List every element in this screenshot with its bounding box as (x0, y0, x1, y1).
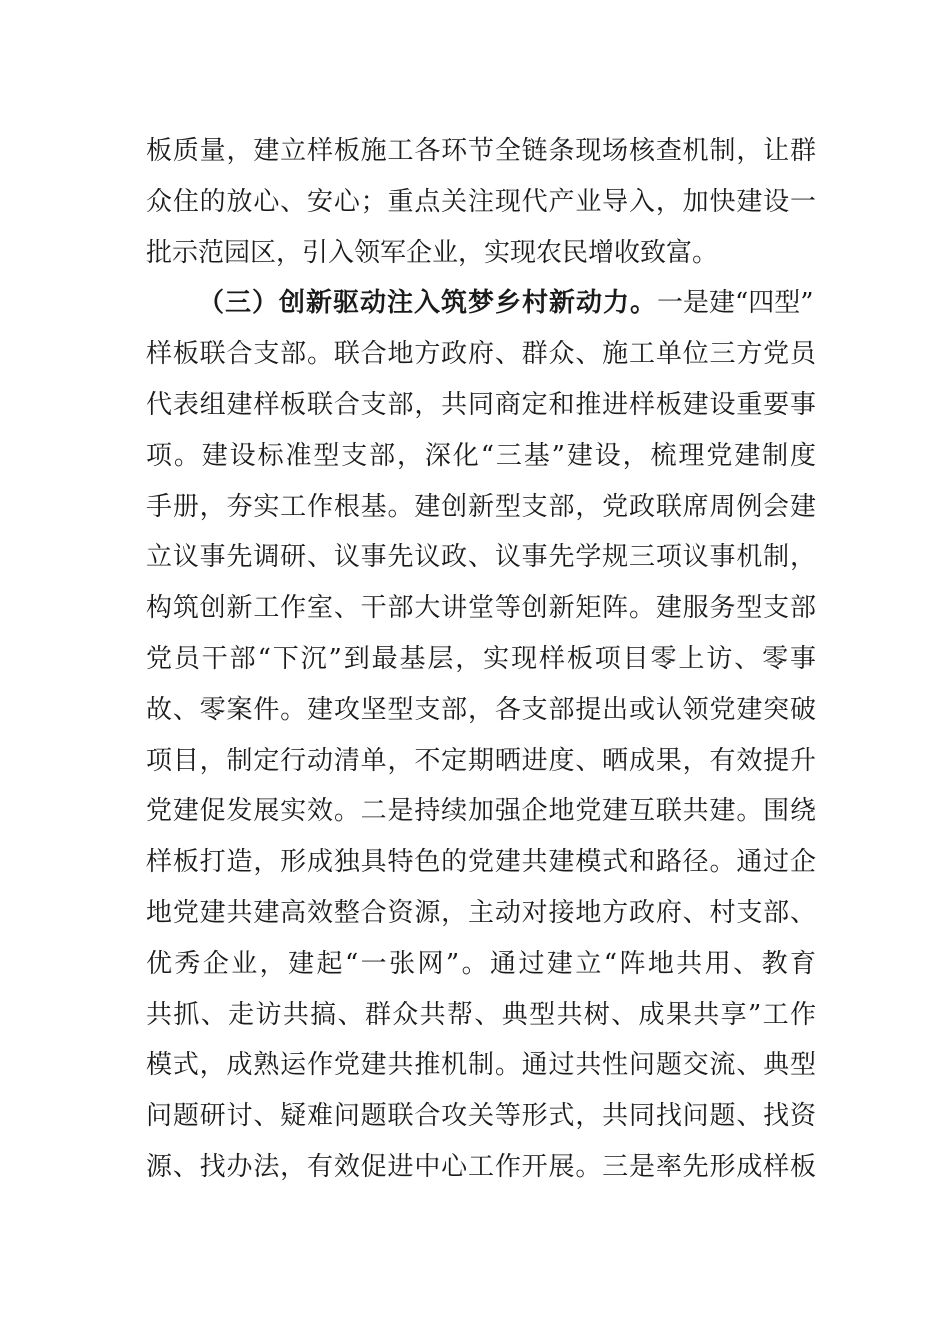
paragraph-line: 众住的放心、安心；重点关注现代产业导入，加快建设一 (146, 186, 816, 217)
paragraph-line: 优秀企业，建起“一张网”。通过建立“阵地共用、教育 (146, 948, 816, 979)
section-heading: （三）创新驱动注入筑梦乡村新动力。 (198, 288, 658, 319)
document-body (146, 126, 816, 1193)
paragraph-line: 故、零案件。建攻坚型支部，各支部提出或认领党建突破 (146, 694, 816, 725)
section-heading-line (146, 278, 816, 329)
heading-continuation: 一是建“四型” (657, 288, 814, 319)
paragraph-line: 代表组建样板联合支部，共同商定和推进样板建设重要事 (146, 389, 816, 420)
paragraph-line: 立议事先调研、议事先议政、议事先学规三项议事机制， (146, 542, 816, 573)
paragraph-line: 手册，夯实工作根基。建创新型支部，党政联席周例会建 (146, 491, 816, 522)
paragraph-line: 地党建共建高效整合资源，主动对接地方政府、村支部、 (146, 897, 816, 928)
paragraph-line: 党员干部“下沉”到最基层，实现样板项目零上访、零事 (146, 643, 816, 674)
paragraph-line: 样板联合支部。联合地方政府、群众、施工单位三方党员 (146, 339, 816, 370)
paragraph-line: 项。建设标准型支部，深化“三基”建设，梳理党建制度 (146, 440, 816, 471)
paragraph-line: 板质量，建立样板施工各环节全链条现场核查机制，让群 (146, 136, 816, 166)
paragraph-line: 问题研讨、疑难问题联合攻关等形式，共同找问题、找资 (146, 1101, 816, 1132)
paragraph-line: 源、找办法，有效促进中心工作开展。三是率先形成样板 (146, 1151, 816, 1182)
paragraph-line: 样板打造，形成独具特色的党建共建模式和路径。通过企 (146, 847, 816, 878)
paragraph-line: 模式，成熟运作党建共推机制。通过共性问题交流、典型 (146, 1050, 816, 1081)
paragraph-line: 项目，制定行动清单，不定期晒进度、晒成果，有效提升 (146, 745, 816, 776)
paragraph-line: 构筑创新工作室、干部大讲堂等创新矩阵。建服务型支部 (146, 593, 816, 624)
paragraph-line: 党建促发展实效。二是持续加强企地党建互联共建。围绕 (146, 796, 816, 827)
paragraph-line: 批示范园区，引入领军企业，实现农民增收致富。 (146, 237, 719, 268)
paragraph-line: 共抓、走访共搞、群众共帮、典型共树、成果共享”工作 (146, 999, 816, 1030)
